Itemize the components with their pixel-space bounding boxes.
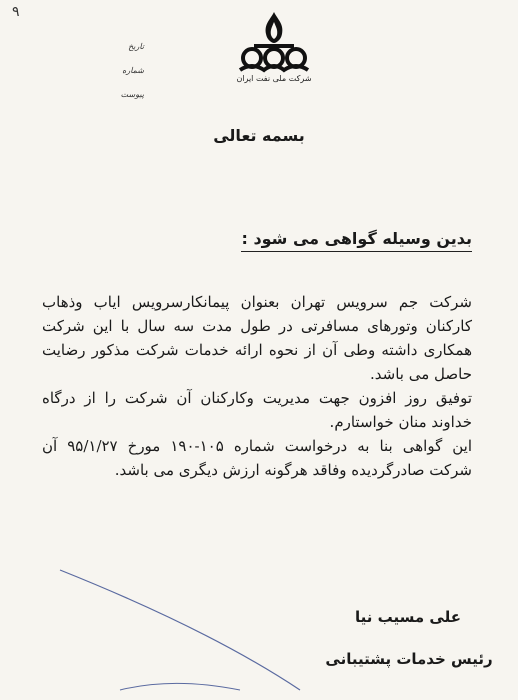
letter-body — [42, 290, 472, 482]
heading: بسمه تعالی — [213, 126, 305, 145]
meta-attachment-label: پیوست — [120, 90, 144, 99]
meta-number-label: شماره — [122, 66, 144, 75]
letter-meta — [84, 42, 144, 114]
page-number: ۹ — [12, 4, 20, 20]
paragraph-3: این گواهی بنا به درخواست شماره ۱۰۵-۱۹۰ مورخ ۹۵/۱/۲۷ آن شرکت صادرگردیده وفاقد هرگونه ارزش دیگری می باشد. — [42, 437, 472, 479]
salutation: بدین وسیله گواهی می شود : — [241, 229, 472, 252]
signatory-name: علی مسیب نیا — [355, 608, 461, 626]
meta-date-label: تاریخ — [128, 42, 144, 51]
flame-logo-icon — [232, 10, 316, 76]
paragraph-2: توفیق روز افزون جهت مدیریت وکارکنان آن شرکت را از درگاه خداوند منان خواستارم. — [42, 389, 472, 431]
paragraph-1: شرکت جم سرویس تهران بعنوان پیمانکارسرویس ایاب وذهاب کارکنان وتورهای مسافرتی در طول مدت سه سال با این شرکت همکاری داشته وطی آن از نحوه ارائه خدمات شرکت مذکور رضایت حاصل می باشد. — [42, 293, 472, 383]
logo-caption: شرکت ملی نفت ایران — [236, 74, 312, 83]
signatory-title: رئیس خدمات پشتیبانی — [325, 650, 493, 668]
nioc-logo — [232, 10, 316, 100]
